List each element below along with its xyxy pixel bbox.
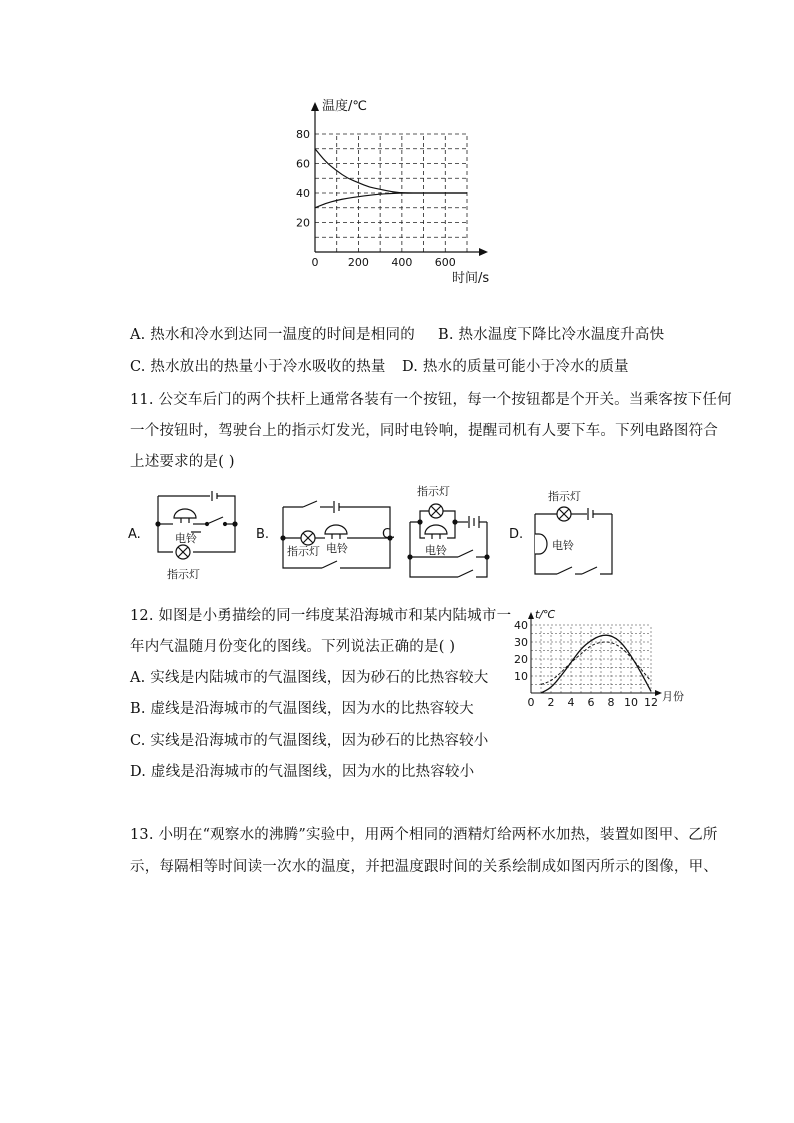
y-tick-label: 80 xyxy=(296,128,310,141)
q10-option-d: D. 热水的质量可能小于冷水的质量 xyxy=(402,359,629,375)
circuit-b-bell-label: 电铃 xyxy=(326,542,348,555)
circuit-a-lamp-label: 指示灯 xyxy=(167,568,200,581)
circuit-c xyxy=(408,511,489,577)
q10-option-a: A. 热水和冷水到达同一温度的时间是相同的 xyxy=(130,327,415,343)
dashed-series-line xyxy=(541,642,651,685)
y-tick-label: 60 xyxy=(296,157,310,171)
x-tick-label: 0 xyxy=(311,256,319,269)
series-line xyxy=(315,193,467,208)
x-axis-label: 时间/s xyxy=(452,271,490,286)
x-tick-label: 4 xyxy=(567,696,575,709)
q11-stem-line1: 11. 公交车后门的两个扶杆上通常各装有一个按钮，每一个按钮都是个开关。当乘客按下任何 xyxy=(130,392,732,408)
q13-stem-line2: 示，每隔相等时间读一次水的温度，并把温度跟时间的关系绘制成如图丙所示的图像，甲、 xyxy=(130,859,718,875)
x-tick-label: 400 xyxy=(391,256,413,269)
q10-option-c: C. 热水放出的热量小于冷水吸收的热量 xyxy=(130,359,386,375)
circuit-d-label: D. xyxy=(509,527,524,542)
y-tick-label: 10 xyxy=(514,670,528,683)
y-axis-label: t/℃ xyxy=(535,608,556,621)
circuit-c-bell-label: 电铃 xyxy=(425,544,447,557)
y-axis-arrow xyxy=(311,102,319,111)
chart-axes xyxy=(311,102,488,256)
temperature-time-chart xyxy=(290,92,510,292)
x-tick-label: 600 xyxy=(434,256,456,269)
y-axis-label: 温度/℃ xyxy=(322,99,367,114)
x-tick-label: 8 xyxy=(607,696,615,709)
y-tick-label: 40 xyxy=(514,619,528,632)
circuit-a-label: A. xyxy=(128,527,141,542)
q11-circuits xyxy=(125,482,625,587)
q12-option-b: B. 虚线是沿海城市的气温图线，因为水的比热容较大 xyxy=(130,701,474,717)
x-tick-label: 12 xyxy=(644,696,658,709)
y-tick-label: 40 xyxy=(296,187,310,200)
q12-option-a: A. 实线是内陆城市的气温图线，因为砂石的比热容较大 xyxy=(130,670,489,686)
circuit-b-lamp-label: 指示灯 xyxy=(287,545,320,558)
q12-option-c: C. 实线是沿海城市的气温图线，因为砂石的比热容较小 xyxy=(130,733,489,749)
x-tick-label: 6 xyxy=(587,696,595,709)
q13-stem-line1: 13. 小明在“观察水的沸腾”实验中，用两个相同的酒精灯给两杯水加热，装置如图甲、乙所 xyxy=(130,827,718,843)
circuit-d-lamp-label: 指示灯 xyxy=(548,490,581,503)
x-tick-label: 200 xyxy=(347,256,369,269)
circuit-b-label: B. xyxy=(256,527,270,542)
q12-stem-line2: 年内气温随月份变化的图线。下列说法正确的是( ) xyxy=(130,639,456,655)
circuit-c-lamp-label: 指示灯 xyxy=(417,485,450,498)
y-axis-arrow xyxy=(528,612,534,619)
q12-option-d: D. 虚线是沿海城市的气温图线，因为水的比热容较小 xyxy=(130,764,475,780)
y-tick-label: 20 xyxy=(514,653,528,666)
x-tick-label: 2 xyxy=(547,696,555,709)
q12-stem-line1: 12. 如图是小勇描绘的同一纬度某沿海城市和某内陆城市一 xyxy=(130,608,512,624)
y-tick-label: 30 xyxy=(514,636,528,649)
x-axis-arrow xyxy=(479,248,488,256)
q10-option-b: B. 热水温度下降比冷水温度升高快 xyxy=(438,327,665,343)
monthly-temperature-chart xyxy=(508,604,693,710)
q11-stem-line2: 一个按钮时，驾驶台上的指示灯发光，同时电铃响，提醒司机有人要下车。下列电路图符合 xyxy=(130,423,718,439)
circuit-a-bell-label: 电铃 xyxy=(175,532,197,545)
x-axis-label: 月份 xyxy=(662,690,684,703)
chart-axes xyxy=(528,612,662,696)
x-tick-label: 0 xyxy=(527,696,535,709)
series-line xyxy=(315,149,467,193)
q11-stem-line3: 上述要求的是( ) xyxy=(130,454,235,470)
circuit-c-label: C. xyxy=(382,527,396,542)
x-tick-label: 10 xyxy=(624,696,638,709)
y-tick-label: 20 xyxy=(296,216,310,230)
circuit-d-bell-label: 电铃 xyxy=(552,539,574,552)
chart-tick-labels xyxy=(296,128,456,269)
